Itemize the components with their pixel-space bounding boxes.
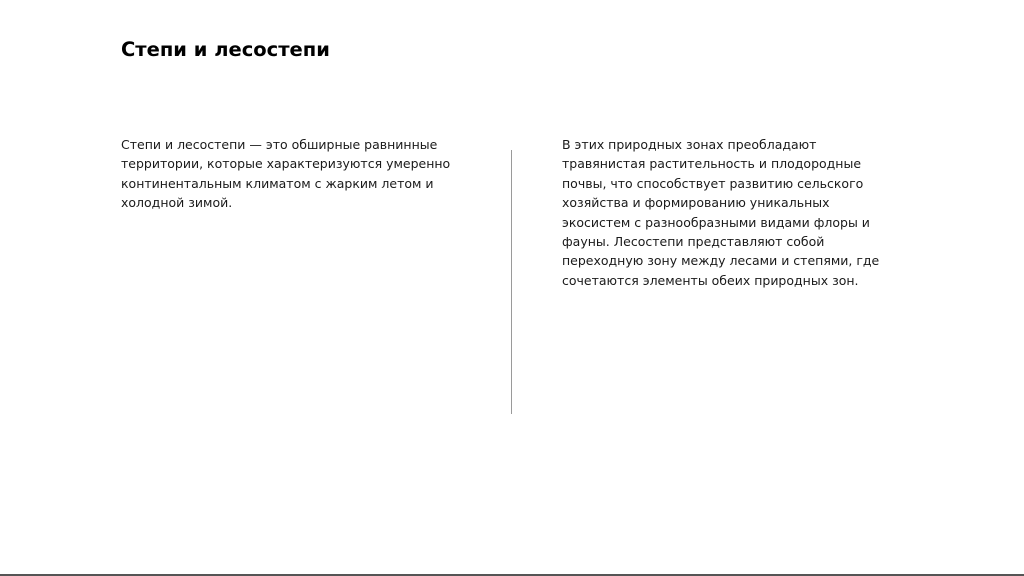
column-divider bbox=[511, 150, 512, 414]
slide-title: Степи и лесостепи bbox=[121, 38, 330, 61]
left-column-text: Степи и лесостепи — это обширные равнинные территории, которые характеризуются умеренно континентальным климатом с жарким летом и холодной зимой. bbox=[121, 137, 451, 211]
right-column-text: В этих природных зонах преобладают травянистая растительность и плодородные почвы, что способствует развитию сельского хозяйства и формированию уникальных экосистем с разнообразными видами флоры и фауны. Лесостепи представляют собой переходную зону между лесами и степями, где сочетаются элементы обеих природных зон. bbox=[562, 137, 880, 288]
